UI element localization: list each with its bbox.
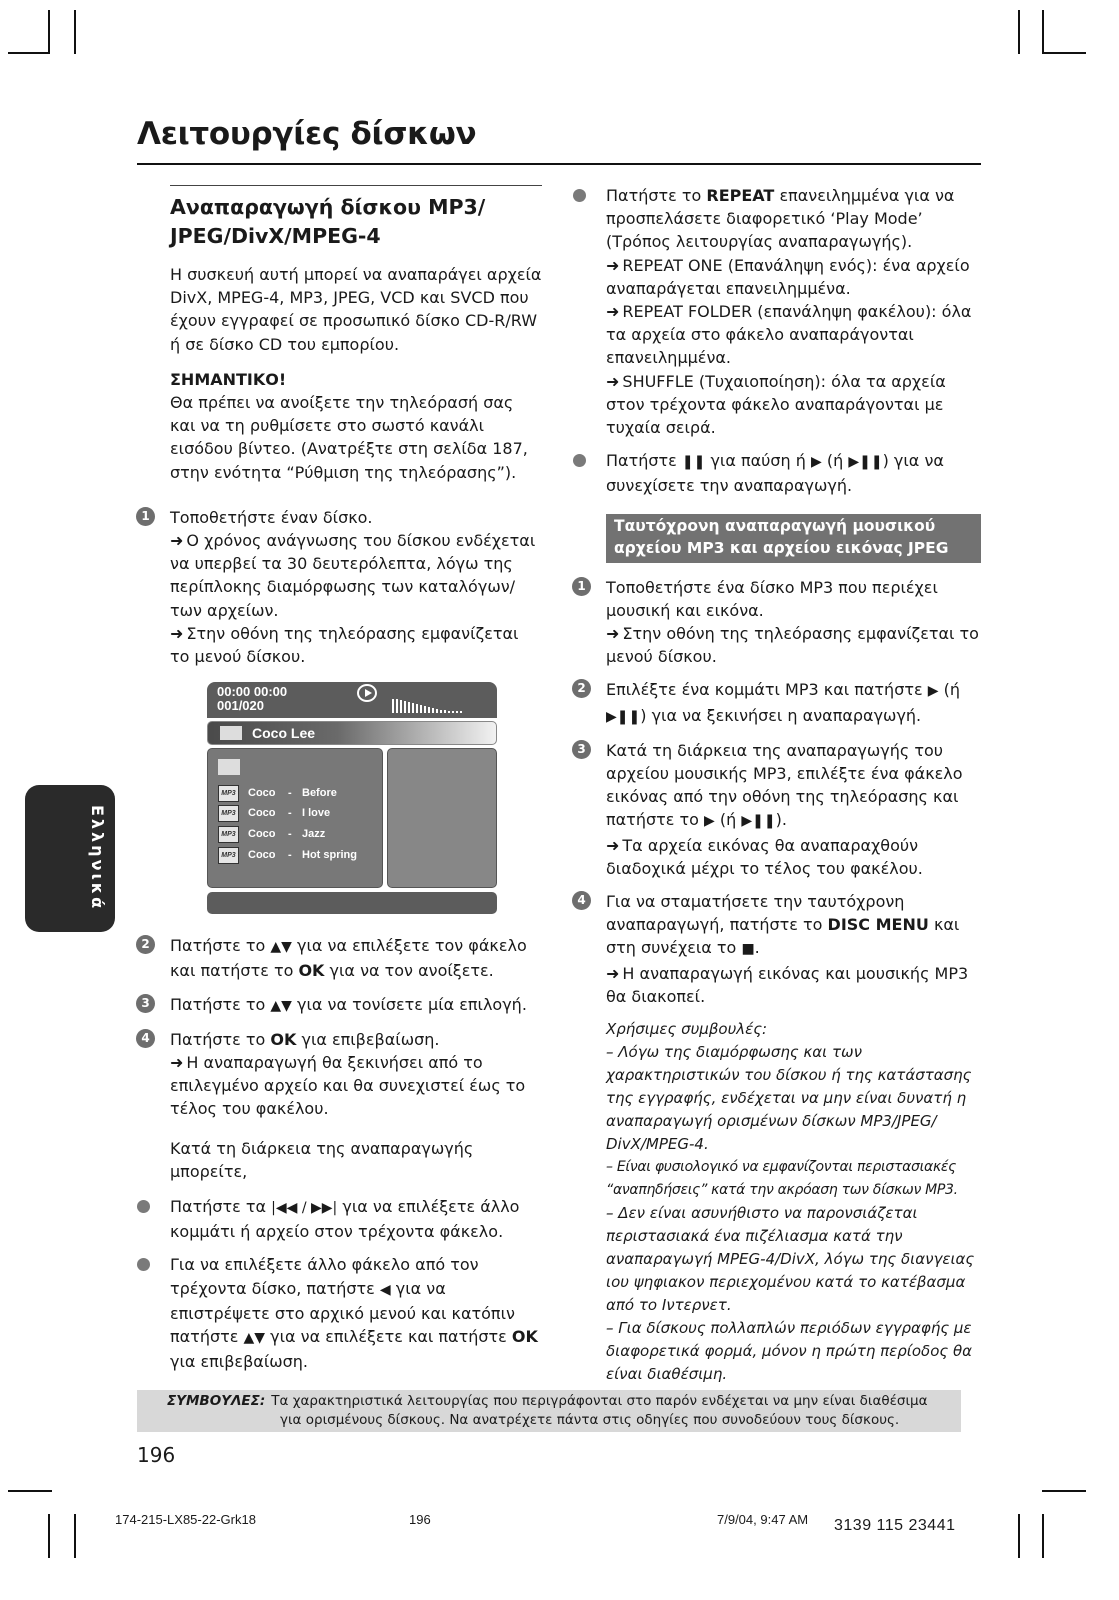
mp3-file-icon: MP3	[218, 826, 239, 843]
ok-key-label: OK	[298, 961, 325, 981]
step-1	[141, 506, 542, 668]
skip-icons: |◀◀ / ▶▶|	[271, 1200, 338, 1217]
section-title	[170, 193, 542, 251]
ok-key-label: OK	[511, 1327, 538, 1347]
osd-preview-pane	[387, 748, 497, 888]
step-note: ➜ Η αναπαραγωγή θα ξεκινήσει από το επιλεγμένο αρχείο και θα συνεχιστεί έως το τέλος του φακέλου.	[170, 1053, 526, 1119]
play-pause-icon: ▶❚❚	[606, 708, 641, 725]
bullet-icon	[137, 1258, 150, 1271]
shuffle-note: ➜ SHUFFLE (Τυχαιοποίηση): όλα τα αρχεία στον τρέχοντα φάκελο αναπαράγονται με τυχαία σειρά.	[606, 371, 946, 438]
intro-text: Η συσκευή αυτή μπορεί να αναπαράγει αρχεία DivX, MPEG-4, MP3, JPEG, VCD και SVCD που έχουν εγγραφεί σε προσωπικό δίσκο CD-R/RW ή σε δίσκο CD του εμπορίου.	[170, 265, 542, 354]
repeat-one-note: ➜ REPEAT ONE (Επανάληψη ενός): ένα αρχείο αναπαράγεται επανειλημμένα.	[606, 255, 970, 298]
folder-up-icon[interactable]	[218, 759, 240, 775]
ok-key-label: OK	[270, 1029, 297, 1049]
step-2: 2 Πατήστε το ▲▼ για να επιλέξετε τον φάκελο και πατήστε το OK για να τον ανοίξετε.	[170, 934, 542, 982]
osd-status-bar	[207, 682, 497, 718]
osd-time: 00:00 00:00	[217, 684, 288, 700]
mp3-file-icon: MP3	[218, 805, 239, 822]
bullet-icon	[573, 189, 586, 202]
step-number: 1	[136, 507, 155, 526]
footnote-label: ΣΥΜΒΟΥΛΕΣ:	[167, 1393, 266, 1409]
mp3-file-icon: MP3	[218, 785, 239, 802]
step-number: 2	[572, 679, 591, 698]
step-3: 3 Πατήστε το ▲▼ για να τονίσετε μία επιλογή.	[170, 993, 542, 1018]
disc-menu-screen	[207, 682, 497, 918]
step-note: ➜ Η αναπαραγωγή εικόνας και μουσικής MP3 θα διακοπεί.	[606, 963, 969, 1006]
osd-track-list	[207, 748, 383, 888]
left-column	[141, 185, 542, 1384]
crop-mark	[48, 1514, 50, 1558]
page-title: Λειτουργίες δίσκων	[137, 116, 477, 152]
step-number: 3	[572, 740, 591, 759]
osd-track-counter: 001/020	[217, 698, 264, 714]
play-pause-icon: ▶❚❚	[848, 454, 883, 471]
crop-mark	[48, 10, 50, 54]
tips-heading: Χρήσιμες συμβουλές:	[606, 1020, 768, 1039]
crop-mark	[1042, 10, 1044, 54]
step-4: 4 Πατήστε το OK για επιβεβαίωση. ➜ Η αναπαραγωγή θα ξεκινήσει από το επιλεγμένο αρχείο και θα συνεχιστεί έως το τέλος του φακέλου.	[170, 1028, 542, 1121]
section-rule	[170, 185, 542, 186]
step-number: 1	[572, 577, 591, 596]
during-playback-text: Κατά τη διάρκεια της αναπαραγωγής μπορείτε,	[170, 1138, 474, 1181]
play-icon: ▶	[703, 813, 715, 830]
osd-track-row[interactable]: MP3 Coco - Before	[218, 784, 378, 804]
important-note	[170, 368, 542, 484]
step-1: 1 Τοποθετήστε ένα δίσκο MP3 που περιέχει μουσική και εικόνα. ➜ Στην οθόνη της τηλεόρασης εμφανίζεται το μενού δίσκου.	[606, 576, 981, 669]
language-tab-label: Ελληνικά	[88, 805, 107, 912]
arrow-right-icon: ➜	[606, 963, 620, 983]
crop-mark	[8, 1490, 52, 1492]
bullet-folder: Για να επιλέξετε άλλο φάκελο από τον τρέχοντα δίσκο, πατήστε ◀ για να επιστρέψετε στο αρχικό μενού και κατόπιν πατήστε ▲▼ για να επιλέξετε και πατήστε OK για επιβεβαίωση.	[170, 1253, 542, 1373]
step-number: 4	[572, 891, 591, 910]
play-pause-icon: ▶❚❚	[741, 813, 776, 830]
print-slug-page: 196	[409, 1512, 431, 1527]
tips-footnote	[137, 1390, 961, 1432]
play-icon: ▶	[927, 683, 939, 700]
section-title-line-2: JPEG/DivX/MPEG-4	[170, 224, 381, 248]
step-number: 4	[136, 1029, 155, 1048]
step-note: ➜ Τα αρχεία εικόνας θα αναπαραχθούν διαδοχικά μέχρι το τέλος του φακέλου.	[606, 835, 923, 878]
print-slug-file: 174-215-LX85-22-Grk18	[115, 1512, 256, 1527]
arrow-right-icon: ➜	[170, 623, 184, 643]
crop-mark	[1018, 1514, 1020, 1558]
osd-bottom-bar	[207, 892, 497, 914]
step-number: 2	[136, 935, 155, 954]
step-note: ➜ Ο χρόνος ανάγνωσης του δίσκου ενδέχεται να υπερβεί τα 30 δευτερόλεπτα, λόγω της περίπλοκης διαμόρφωσης των καταλόγων/των αρχείων.	[170, 531, 536, 620]
section-2-heading: Ταυτόχρονη αναπαραγωγή μουσικού αρχείου MP3 και αρχείου εικόνας JPEG	[606, 514, 981, 563]
bullet-icon	[573, 454, 586, 467]
up-down-arrows-icon: ▲▼	[243, 1330, 266, 1347]
step-2: 2 Επιλέξτε ένα κομμάτι MP3 και πατήστε ▶ (ή ▶❚❚) για να ξεκινήσει η αναπαραγωγή.	[606, 678, 981, 728]
crop-mark	[74, 1514, 76, 1558]
page-number: 196	[137, 1443, 176, 1467]
important-text: Θα πρέπει να ανοίξετε την τηλεόρασή σας και να τη ρυθμίσετε στο σωστό κανάλι εισόδου βίντεο. (Ανατρέξτε στη σελίδα 187, στην ενότητα “Ρύθμιση της τηλεόρασης”).	[170, 393, 528, 482]
tip: – Λόγω της διαμόρφωσης και των χαρακτηριστικών του δίσκου ή της κατάστασης της εγγραφής, ενδέχεται να μην είναι δυνατή η αναπαραγωγή ορισμένων δίσκων MP3/JPEG/ DivX/MPEG-4.	[606, 1043, 972, 1154]
mp3-file-icon: MP3	[218, 847, 239, 864]
tip: – Δεν είναι ασυνήθιστο να παρονσιάζεται περιστασιακά ένα πιζέλιασμα κατά την αναπαραγωγή MPEG-4/DivX, λόγω της διανγειας ιου ψηφιακον περιεχομένου κατά το κατέβασμα από το Ιντερνετ.	[606, 1204, 975, 1315]
osd-folder-bar[interactable]	[207, 721, 497, 745]
step-number: 3	[136, 994, 155, 1013]
level-meter-icon	[392, 699, 462, 713]
stop-icon: ■	[741, 941, 755, 958]
repeat-folder-note: ➜ REPEAT FOLDER (επανάληψη φακέλου): όλα τα αρχεία στο φάκελο αναπαράγονται επανειλημμένα.	[606, 302, 972, 368]
step-3: 3 Κατά τη διάρκεια της αναπαραγωγής του αρχείου μουσικής MP3, επιλέξτε ένα φάκελο εικόνας από την οθόνη της τηλεόρασης και πατήστε το ▶ (ή ▶❚❚). ➜ Τα αρχεία εικόνας θα αναπαραχθούν διαδοχικά μέχρι το τέλος του φακέλου.	[606, 739, 981, 880]
bullet-skip: Πατήστε τα |◀◀ / ▶▶| για να επιλέξετε άλλο κομμάτι ή αρχείο στον τρέχοντα φάκελο.	[170, 1195, 542, 1243]
print-slug-date: 7/9/04, 9:47 AM	[717, 1512, 809, 1527]
osd-track-row[interactable]: MP3 Coco - Jazz	[218, 825, 378, 845]
arrow-right-icon: ➜	[170, 531, 184, 551]
arrow-right-icon: ➜	[606, 371, 620, 391]
bullet-repeat: Πατήστε το REPEAT επανειλημμένα για να προσπελάσετε διαφορετικό ‘Play Mode’ (Τρόπος λειτουργίας αναπαραγωγής). ➜ REPEAT ONE (Επανάληψη ενός): ένα αρχείο αναπαράγεται επανειλημμένα. ➜ REPEAT FOLDER (επανάληψη φακέλου): όλα τα αρχεία στο φάκελο αναπαράγονται επανειλημμένα. ➜ SHUFFLE (Τυχαιοποίηση): όλα τα αρχεία στον τρέχοντα φάκελο αναπαράγονται με τυχαία σειρά.	[606, 184, 981, 439]
section-title-line-1: Αναπαραγωγή δίσκου MP3/	[170, 195, 486, 219]
pause-icon: ❚❚	[681, 454, 706, 471]
footnote-text: Τα χαρακτηριστικά λειτουργίας που περιγράφονται στο παρόν ενδέχεται να μην είναι διαθέσιμα για ορισμένους δίσκους. Να ανατρέχετε πάντα στις οδηγίες που συνοδεύουν τους δίσκους.	[271, 1393, 928, 1428]
osd-track-row[interactable]: MP3 Coco - Hot spring	[218, 846, 378, 866]
crop-mark	[1042, 1490, 1086, 1492]
print-slug-code: 3139 115 23441	[834, 1517, 956, 1534]
language-tab	[25, 785, 115, 932]
repeat-key-label: REPEAT	[706, 186, 775, 205]
tip: – Για δίσκους πολλαπλών περιόδων εγγραφής με διαφορετικά φορμά, μόνον η πρώτη περίοδος θα είναι διαθέσιμη.	[606, 1319, 973, 1384]
bullet-icon	[137, 1200, 150, 1213]
step-text: Τοποθετήστε έναν δίσκο.	[170, 507, 373, 527]
bullet-pause: Πατήστε ❚❚ για παύση ή ▶ (ή ▶❚❚) για να συνεχίσετε την αναπαραγωγή.	[606, 449, 981, 497]
left-arrow-icon: ◀	[379, 1281, 391, 1298]
crop-mark	[8, 52, 50, 54]
disc-menu-key-label: DISC MENU	[827, 915, 929, 935]
play-icon: ▶	[811, 454, 822, 471]
crop-mark	[1042, 1514, 1044, 1558]
important-heading: ΣΗΜΑΝΤΙΚΟ!	[170, 369, 287, 389]
folder-icon	[220, 726, 242, 740]
arrow-right-icon: ➜	[606, 302, 620, 322]
title-rule	[137, 163, 981, 165]
arrow-right-icon: ➜	[606, 835, 620, 855]
osd-folder-name: Coco Lee	[252, 725, 316, 742]
crop-mark	[1018, 10, 1020, 54]
step-note: ➜ Στην οθόνη της τηλεόρασης εμφανίζεται το μενού δίσκου.	[606, 624, 979, 667]
arrow-right-icon: ➜	[606, 255, 620, 275]
up-down-arrows-icon: ▲▼	[270, 939, 292, 956]
arrow-right-icon: ➜	[606, 624, 620, 644]
tip: – Είναι φυσιολογικό να εμφανίζονται περιστασιακές “αναπηδήσεις” κατά την ακρόαση των δίσκων MP3.	[606, 1159, 958, 1199]
right-column	[577, 184, 981, 1386]
crop-mark	[74, 10, 76, 54]
arrow-right-icon: ➜	[170, 1053, 184, 1073]
helpful-tips	[606, 1018, 981, 1386]
crop-mark	[1042, 52, 1086, 54]
step-note: ➜ Στην οθόνη της τηλεόρασης εμφανίζεται το μενού δίσκου.	[170, 623, 519, 667]
up-down-arrows-icon: ▲▼	[270, 997, 292, 1014]
osd-track-row[interactable]: MP3 Coco - I love	[218, 804, 378, 824]
step-4: 4 Για να σταματήσετε την ταυτόχρονη αναπαραγωγή, πατήστε το DISC MENU και στη συνέχεια το ■. ➜ Η αναπαραγωγή εικόνας και μουσικής MP3 θα διακοπεί.	[606, 890, 981, 1008]
